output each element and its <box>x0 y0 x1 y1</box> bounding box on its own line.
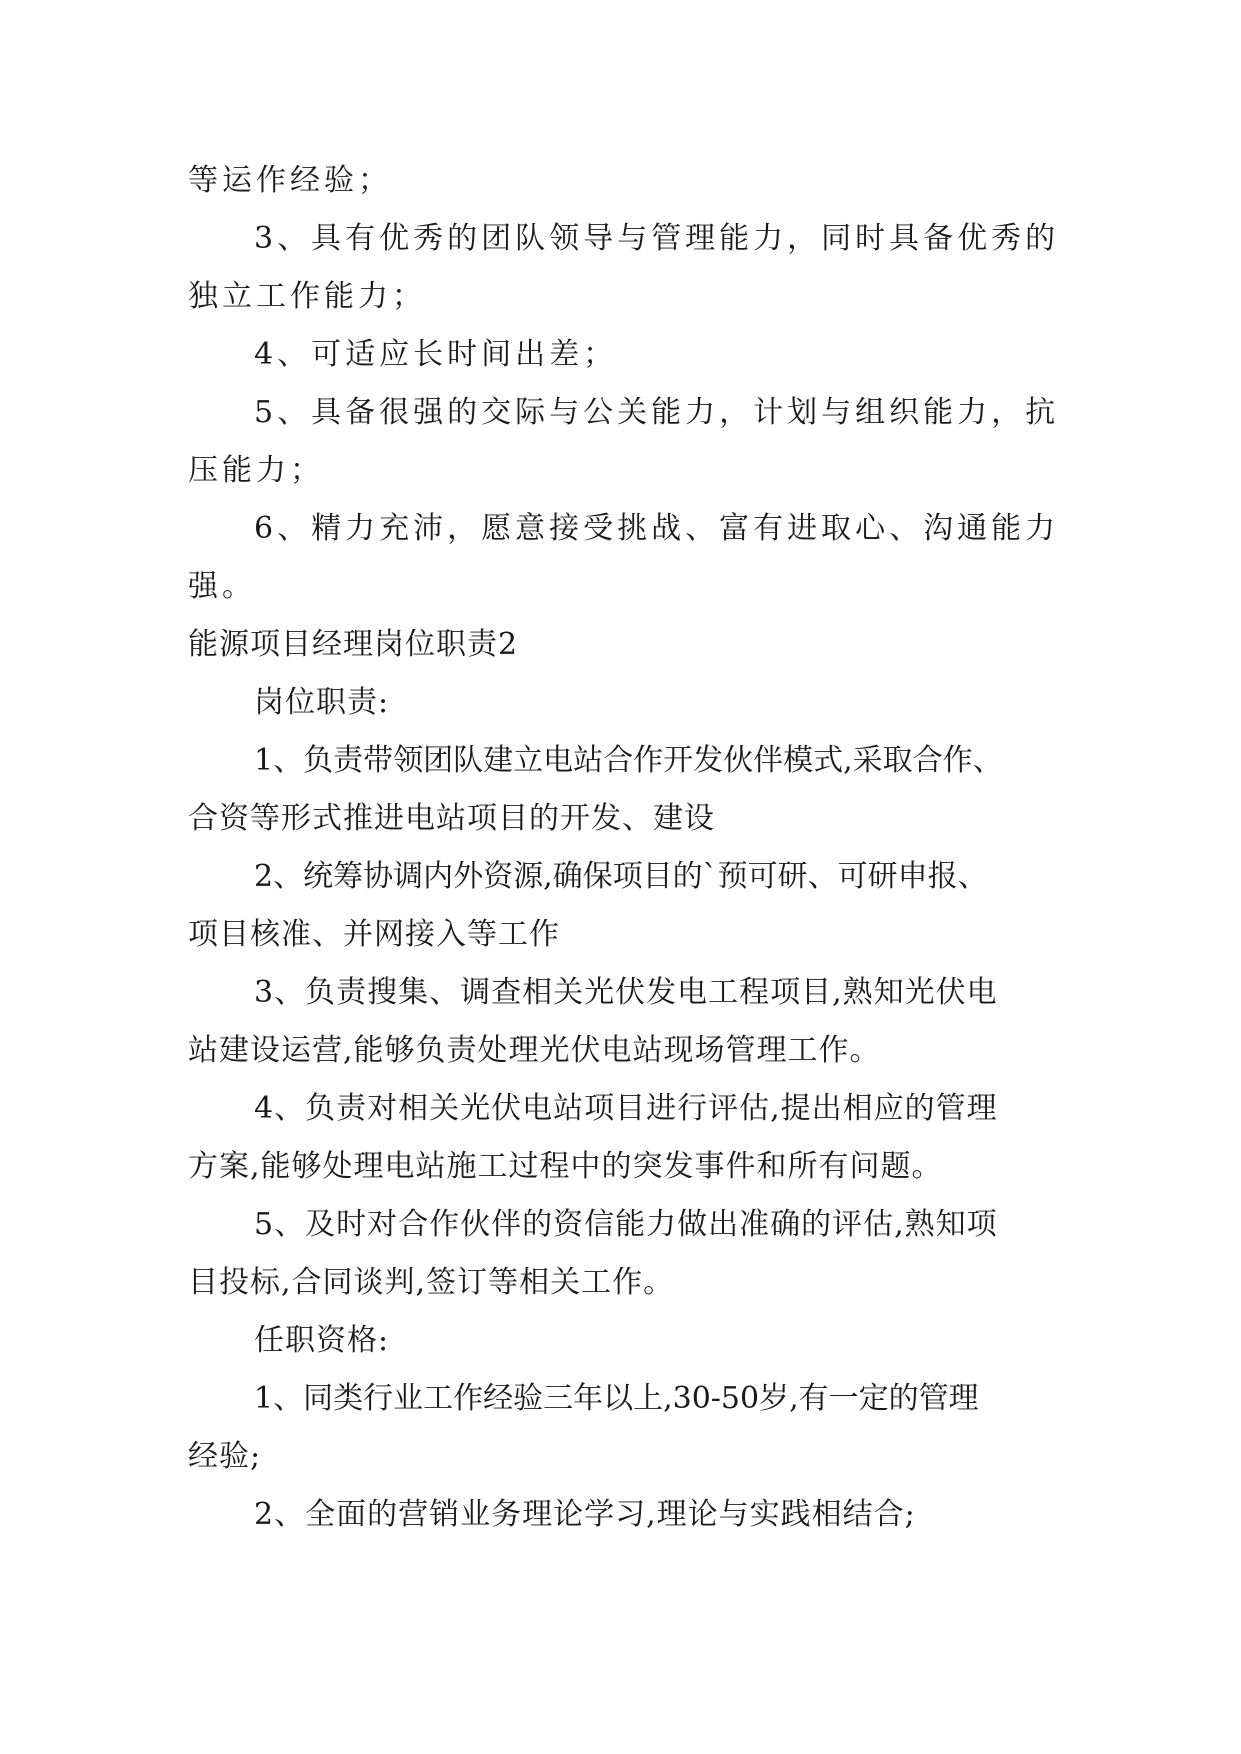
document-body <box>188 152 1068 1544</box>
paragraph-line: 压能力； <box>188 453 324 488</box>
paragraph-line: 站建设运营,能够负责处理光伏电站现场管理工作。 <box>188 1033 881 1068</box>
subheading-duties: 岗位职责: <box>254 685 390 720</box>
paragraph-line: 强。 <box>188 569 256 604</box>
requirement-5-line: 5、具备很强的交际与公关能力，计划与组织能力，抗 <box>254 395 1060 430</box>
paragraph-line: 等运作经验； <box>188 163 392 198</box>
requirement-6-line: 6、精力充沛，愿意接受挑战、富有进取心、沟通能力 <box>254 511 1060 546</box>
duty-3-line: 3、负责搜集、调查相关光伏发电工程项目,熟知光伏电 <box>254 975 998 1010</box>
qualification-1-line: 1、同类行业工作经验三年以上,30-50岁,有一定的管理 <box>254 1381 979 1416</box>
duty-4-line: 4、负责对相关光伏电站项目进行评估,提出相应的管理 <box>254 1091 998 1126</box>
duty-2-line: 2、统筹协调内外资源,确保项目的`预可研、可研申报、 <box>254 859 988 894</box>
duty-5-line: 5、及时对合作伙伴的资信能力做出准确的评估,熟知项 <box>254 1207 998 1242</box>
paragraph-line: 经验; <box>188 1439 262 1474</box>
section-heading: 能源项目经理岗位职责2 <box>188 627 519 662</box>
paragraph-line: 合资等形式推进电站项目的开发、建设 <box>188 801 715 836</box>
requirement-3-line: 3、具有优秀的团队领导与管理能力，同时具备优秀的 <box>254 221 1060 256</box>
paragraph-line: 目投标,合同谈判,签订等相关工作。 <box>188 1265 675 1300</box>
requirement-4-line: 4、可适应长时间出差； <box>254 337 618 372</box>
paragraph-line: 项目核准、并网接入等工作 <box>188 917 560 952</box>
subheading-qualifications: 任职资格: <box>254 1323 390 1358</box>
paragraph-line: 方案,能够处理电站施工过程中的突发事件和所有问题。 <box>188 1149 943 1184</box>
duty-1-line: 1、负责带领团队建立电站合作开发伙伴模式,采取合作、 <box>254 743 1003 778</box>
qualification-2-line: 2、全面的营销业务理论学习,理论与实践相结合; <box>254 1497 916 1532</box>
paragraph-line: 独立工作能力； <box>188 279 426 314</box>
